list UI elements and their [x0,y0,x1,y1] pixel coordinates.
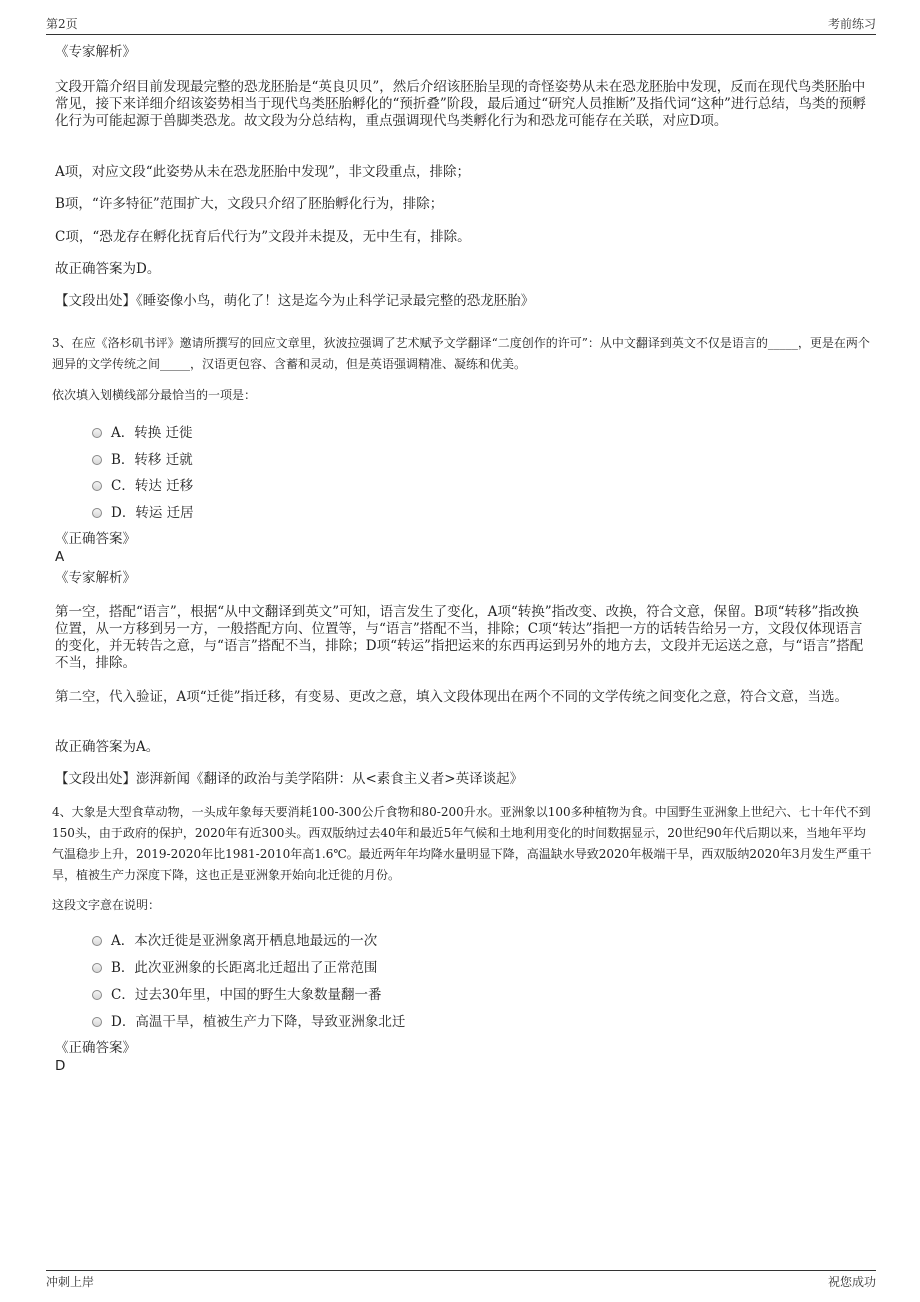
q4-option-c[interactable] [92,983,382,1003]
q3-option-d-label: D．转运 迁居 [111,505,194,521]
q3-option-d[interactable] [92,501,194,521]
q4-stem: 4、大象是大型食草动物，一头成年象每天要消耗100-300公斤食物和80-200升水。亚洲象以100多种植物为食。中国野生亚洲象上世纪六、七十年代不到150头，由于政府的保护，2020年有近300头。西双版纳过去40年和最近5年气候和土地利用变化的时间数据显示，20世纪90年代后期以来，当地年平均气温稳步上升，2019-2020年比1981-2010年高1.6℃。最近两年年均降水量明显下降，高温缺水导致2020年极端干旱，西双版纳2020年3月发生严重干旱，植被生产力深度下降，这也正是亚洲象开始向北迁徙的月份。 [52,805,872,882]
page-header [46,15,876,35]
q4-option-d-label: D．高温干旱，植被生产力下降，导致亚洲象北迁 [111,1014,406,1030]
footer-right: 祝您成功 [827,1275,876,1289]
q3-option-b[interactable] [92,448,193,468]
q4-option-c-label: C．过去30年里，中国的野生大象数量翻一番 [111,987,382,1003]
q4-answer-label: 《正确答案》 [55,1040,136,1056]
q2-source: 【文段出处】《睡姿像小鸟，萌化了！这是迄今为止科学记录最完整的恐龙胚胎》 [55,293,535,309]
radio-icon[interactable] [92,1017,102,1027]
q3-answer-label: 《正确答案》 [55,531,136,547]
q3-answer-line: 故正确答案为A。 [55,739,160,755]
q4-option-d[interactable] [92,1010,405,1030]
q3-option-a[interactable] [92,421,193,441]
radio-icon[interactable] [92,481,102,491]
q3-stem: 3、在应《洛杉矶书评》邀请所撰写的回应文章里，狄波拉强调了艺术赋予文学翻译“二度创作的许可”：从中文翻译到英文不仅是语言的_____，更是在两个迥异的文学传统之间_____，汉语更包容、含蓄和灵动，但是英语强调精准、凝练和优美。 [52,336,870,371]
q2-answer-line: 故正确答案为D。 [55,261,161,277]
page-number: 第2页 [46,17,78,31]
q3-analysis-label: 《专家解析》 [55,570,136,586]
radio-icon[interactable] [92,963,102,973]
q3-option-a-label: A．转换 迁徙 [111,425,193,441]
q3-option-b-label: B．转移 迁就 [111,452,193,468]
q3-prompt: 依次填入划横线部分最恰当的一项是： [52,388,257,402]
radio-icon[interactable] [92,990,102,1000]
q3-option-c-label: C．转达 迁移 [111,478,194,494]
radio-icon[interactable] [92,428,102,438]
q4-option-b-label: B．此次亚洲象的长距离北迁超出了正常范围 [111,960,378,976]
q3-option-c[interactable] [92,474,193,494]
q4-answer: D [55,1058,66,1074]
header-title: 考前练习 [827,17,876,31]
footer-left: 冲刺上岸 [46,1275,95,1289]
q2-analysis-option-b: B项，“许多特征”范围扩大，文段只介绍了胚胎孵化行为，排除； [55,196,444,212]
radio-icon[interactable] [92,936,102,946]
q2-analysis-option-c: C项，“恐龙存在孵化抚育后代行为”文段并未提及，无中生有，排除。 [55,229,471,245]
q2-analysis-label: 《专家解析》 [55,44,136,60]
q3-analysis-p1: 第一空，搭配“语言”，根据“从中文翻译到英文”可知，语言发生了变化，A项“转换”指改变、改换，符合文意，保留。B项“转移”指改换位置，从一方移到另一方，一般搭配方向、位置等，与“语言”搭配不当，排除；C项“转达”指把一方的话转告给另一方，文段仅体现语言的变化，并无转告之意，与“语言”搭配不当，排除；D项“转运”指把运来的东西再运到另外的地方去，文段并无运送之意，与“语言”搭配不当，排除。 [55,604,864,671]
q4-option-b[interactable] [92,956,377,976]
q4-prompt: 这段文字意在说明： [52,898,161,912]
page-footer [46,1270,876,1291]
radio-icon[interactable] [92,508,102,518]
q3-source: 【文段出处】澎湃新闻《翻译的政治与美学陷阱：从<素食主义者>英译谈起》 [55,771,524,787]
q3-analysis-p2: 第二空，代入验证，A项“迁徙”指迁移，有变易、更改之意，填入文段体现出在两个不同的文学传统之间变化之意，符合文意，当选。 [55,689,849,705]
q4-option-a-label: A．本次迁徙是亚洲象离开栖息地最远的一次 [111,933,378,949]
q4-option-a[interactable] [92,929,377,949]
q3-answer: A [55,549,65,565]
radio-icon[interactable] [92,455,102,465]
q2-analysis-option-a: A项，对应文段“此姿势从未在恐龙胚胎中发现”，非文段重点，排除； [55,164,471,180]
q2-analysis-p1: 文段开篇介绍目前发现最完整的恐龙胚胎是“英良贝贝”，然后介绍该胚胎呈现的奇怪姿势从未在恐龙胚胎中发现，反而在现代鸟类胚胎中常见，接下来详细介绍该姿势相当于现代鸟类胚胎孵化的“预折叠”阶段，最后通过“研究人员推断”及指代词“这种”进行总结，鸟类的预孵化行为可能起源于兽脚类恐龙。故文段为分总结构，重点强调现代鸟类孵化行为和恐龙可能存在关联，对应D项。 [55,79,866,129]
